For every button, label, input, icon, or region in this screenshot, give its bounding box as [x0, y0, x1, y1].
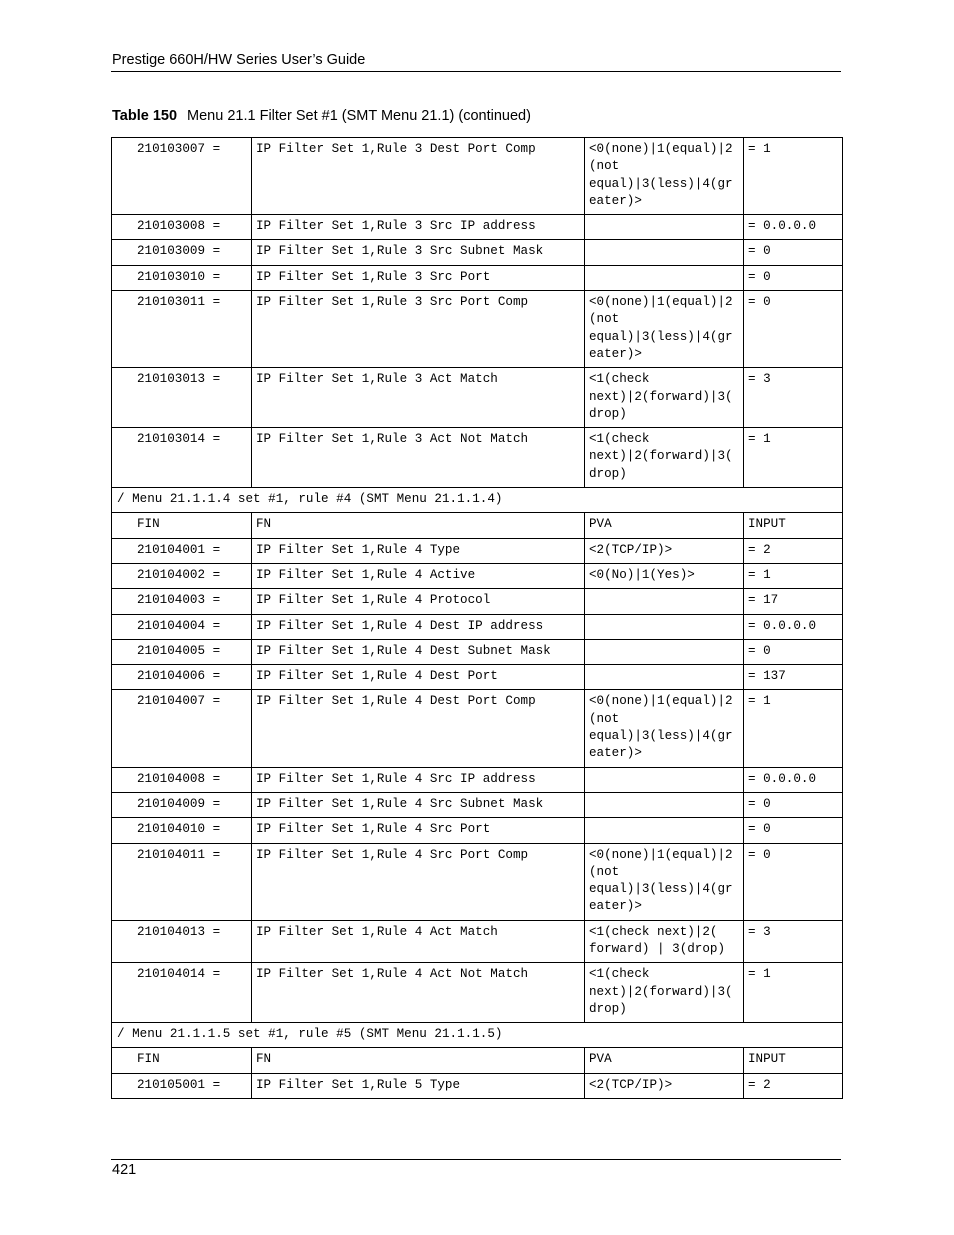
input-cell: = 1 — [744, 690, 843, 767]
input-cell: = 0 — [744, 818, 843, 843]
fn-cell: IP Filter Set 1,Rule 4 Src IP address — [252, 767, 585, 792]
table-row — [112, 215, 843, 240]
fn-cell: IP Filter Set 1,Rule 4 Src Subnet Mask — [252, 792, 585, 817]
fn-cell: IP Filter Set 1,Rule 3 Act Not Match — [252, 428, 585, 488]
fin-cell: 210104011 = — [112, 843, 252, 920]
fn-cell: IP Filter Set 1,Rule 4 Type — [252, 538, 585, 563]
fin-cell: 210104002 = — [112, 563, 252, 588]
pva-cell — [585, 265, 744, 290]
input-cell: = 137 — [744, 665, 843, 690]
pva-cell — [585, 818, 744, 843]
fn-cell: IP Filter Set 1,Rule 3 Dest Port Comp — [252, 138, 585, 215]
fn-cell: IP Filter Set 1,Rule 4 Dest Subnet Mask — [252, 639, 585, 664]
table-row — [112, 818, 843, 843]
input-cell: = 0.0.0.0 — [744, 215, 843, 240]
fin-cell: FIN — [112, 1048, 252, 1073]
pva-cell — [585, 792, 744, 817]
input-cell: = 0 — [744, 291, 843, 368]
fn-cell: IP Filter Set 1,Rule 3 Src Subnet Mask — [252, 240, 585, 265]
table-number: Table 150 — [112, 108, 178, 124]
fin-cell: 210103007 = — [112, 138, 252, 215]
pva-cell — [585, 215, 744, 240]
fin-cell: 210104014 = — [112, 963, 252, 1023]
section-row — [112, 1023, 843, 1048]
fin-cell: 210104005 = — [112, 639, 252, 664]
pva-cell: <1(check next)|2( forward) | 3(drop) — [585, 920, 744, 963]
fn-cell: IP Filter Set 1,Rule 3 Src Port Comp — [252, 291, 585, 368]
table-row — [112, 920, 843, 963]
table-row — [112, 639, 843, 664]
table-row — [112, 665, 843, 690]
fin-cell: 210104001 = — [112, 538, 252, 563]
fin-cell: 210104010 = — [112, 818, 252, 843]
filter-set-table — [111, 137, 843, 1099]
fin-cell: 210103014 = — [112, 428, 252, 488]
input-cell: = 1 — [744, 138, 843, 215]
input-cell: = 3 — [744, 368, 843, 428]
section-cell: / Menu 21.1.1.4 set #1, rule #4 (SMT Menu 21.1.1.4) — [112, 488, 843, 513]
fin-cell: 210104009 = — [112, 792, 252, 817]
table-row — [112, 1073, 843, 1098]
input-cell: = 1 — [744, 963, 843, 1023]
section-row — [112, 488, 843, 513]
table-row — [112, 428, 843, 488]
table-row — [112, 538, 843, 563]
input-cell: = 0 — [744, 843, 843, 920]
input-cell: = 0 — [744, 240, 843, 265]
input-cell: INPUT — [744, 1048, 843, 1073]
pva-cell — [585, 614, 744, 639]
table-row — [112, 563, 843, 588]
fn-cell: IP Filter Set 1,Rule 4 Src Port — [252, 818, 585, 843]
fn-cell: FN — [252, 1048, 585, 1073]
page-number: 421 — [112, 1162, 137, 1178]
fin-cell: 210104004 = — [112, 614, 252, 639]
pva-cell: <0(none)|1(equal)|2(not equal)|3(less)|4(greater)> — [585, 138, 744, 215]
table-row — [112, 589, 843, 614]
input-cell: = 2 — [744, 538, 843, 563]
fn-cell: IP Filter Set 1,Rule 3 Src IP address — [252, 215, 585, 240]
fn-cell: IP Filter Set 1,Rule 4 Active — [252, 563, 585, 588]
pva-cell: <1(check next)|2(forward)|3(drop) — [585, 963, 744, 1023]
table-row — [112, 690, 843, 767]
table-row — [112, 843, 843, 920]
fin-cell: 210104007 = — [112, 690, 252, 767]
pva-cell: <0(No)|1(Yes)> — [585, 563, 744, 588]
pva-cell: <0(none)|1(equal)|2(not equal)|3(less)|4(greater)> — [585, 690, 744, 767]
fin-cell: 210104013 = — [112, 920, 252, 963]
pva-cell — [585, 240, 744, 265]
pva-cell: PVA — [585, 1048, 744, 1073]
input-cell: = 1 — [744, 428, 843, 488]
fin-cell: 210104006 = — [112, 665, 252, 690]
section-cell: / Menu 21.1.1.5 set #1, rule #5 (SMT Menu 21.1.1.5) — [112, 1023, 843, 1048]
pva-cell — [585, 589, 744, 614]
fin-cell: 210105001 = — [112, 1073, 252, 1098]
input-cell: = 0 — [744, 639, 843, 664]
input-cell: = 0.0.0.0 — [744, 614, 843, 639]
pva-cell — [585, 639, 744, 664]
table-row — [112, 614, 843, 639]
fn-cell: IP Filter Set 1,Rule 3 Act Match — [252, 368, 585, 428]
input-cell: = 0.0.0.0 — [744, 767, 843, 792]
fn-cell: FN — [252, 513, 585, 538]
table-row — [112, 291, 843, 368]
input-cell: = 3 — [744, 920, 843, 963]
pva-cell: <2(TCP/IP)> — [585, 1073, 744, 1098]
fn-cell: IP Filter Set 1,Rule 4 Dest IP address — [252, 614, 585, 639]
fin-cell: FIN — [112, 513, 252, 538]
fin-cell: 210103013 = — [112, 368, 252, 428]
input-cell: INPUT — [744, 513, 843, 538]
fin-cell: 210103011 = — [112, 291, 252, 368]
fn-cell: IP Filter Set 1,Rule 4 Dest Port — [252, 665, 585, 690]
page-header-title: Prestige 660H/HW Series User’s Guide — [112, 52, 366, 68]
pva-cell: <0(none)|1(equal)|2(not equal)|3(less)|4(greater)> — [585, 291, 744, 368]
header-divider — [111, 71, 841, 72]
table-caption — [112, 108, 531, 124]
input-cell: = 0 — [744, 265, 843, 290]
footer-divider — [111, 1159, 841, 1160]
fn-cell: IP Filter Set 1,Rule 4 Act Match — [252, 920, 585, 963]
pva-cell: <0(none)|1(equal)|2(not equal)|3(less)|4(greater)> — [585, 843, 744, 920]
input-cell: = 0 — [744, 792, 843, 817]
pva-cell: PVA — [585, 513, 744, 538]
input-cell: = 2 — [744, 1073, 843, 1098]
fin-cell: 210103009 = — [112, 240, 252, 265]
table-body — [112, 138, 843, 1099]
fin-cell: 210104008 = — [112, 767, 252, 792]
fn-cell: IP Filter Set 1,Rule 4 Src Port Comp — [252, 843, 585, 920]
pva-cell: <2(TCP/IP)> — [585, 538, 744, 563]
input-cell: = 1 — [744, 563, 843, 588]
table-row — [112, 368, 843, 428]
fn-cell: IP Filter Set 1,Rule 4 Act Not Match — [252, 963, 585, 1023]
fn-cell: IP Filter Set 1,Rule 4 Dest Port Comp — [252, 690, 585, 767]
input-cell: = 17 — [744, 589, 843, 614]
table-row — [112, 792, 843, 817]
column-header-row — [112, 1048, 843, 1073]
table-row — [112, 767, 843, 792]
pva-cell — [585, 665, 744, 690]
fn-cell: IP Filter Set 1,Rule 3 Src Port — [252, 265, 585, 290]
table-row — [112, 265, 843, 290]
column-header-row — [112, 513, 843, 538]
pva-cell: <1(check next)|2(forward)|3(drop) — [585, 428, 744, 488]
fn-cell: IP Filter Set 1,Rule 5 Type — [252, 1073, 585, 1098]
fin-cell: 210104003 = — [112, 589, 252, 614]
pva-cell — [585, 767, 744, 792]
fin-cell: 210103010 = — [112, 265, 252, 290]
fin-cell: 210103008 = — [112, 215, 252, 240]
fn-cell: IP Filter Set 1,Rule 4 Protocol — [252, 589, 585, 614]
table-row — [112, 240, 843, 265]
table-row — [112, 963, 843, 1023]
table-row — [112, 138, 843, 215]
table-title: Menu 21.1 Filter Set #1 (SMT Menu 21.1) (continued) — [187, 108, 531, 124]
pva-cell: <1(check next)|2(forward)|3(drop) — [585, 368, 744, 428]
